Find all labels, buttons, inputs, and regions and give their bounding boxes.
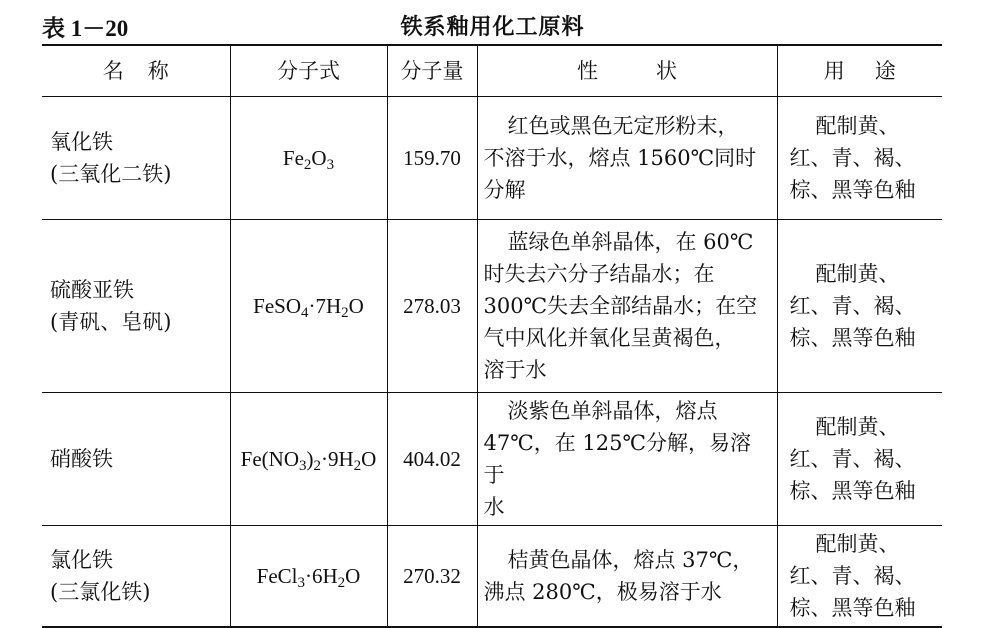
header-row: [42, 45, 942, 97]
formula-cell: $FeSO_4\cdot 7H_2O$: [230, 220, 387, 393]
material-name: 硫酸亚铁: [50, 278, 134, 302]
table-row: [42, 97, 942, 220]
material-name: 氧化铁: [50, 130, 113, 154]
material-name: 硝酸铁: [50, 447, 113, 471]
material-alias: (三氯化铁): [50, 580, 151, 604]
materials-table: [42, 44, 942, 628]
material-alias: (青矾、皂矾): [50, 310, 172, 334]
header-use: 用途: [777, 45, 942, 97]
table-row: [42, 526, 942, 628]
table-row: [42, 220, 942, 393]
material-alias: (三氧化二铁): [50, 162, 172, 186]
properties-cell: 蓝绿色单斜晶体，在 60℃ 时失去六分子结晶水；在 300℃失去全部结晶水；在空 气中风化并氧化呈黄褐色， 溶于水: [477, 220, 777, 393]
material-name: 氯化铁: [50, 548, 113, 572]
name-cell: [42, 393, 230, 526]
weight-cell: 404.02: [387, 393, 477, 526]
name-cell: [42, 526, 230, 628]
formula-cell: $FeCl_3\cdot 6H_2O$: [230, 526, 387, 628]
table-number: 表 1－20: [42, 16, 129, 41]
properties-cell: 桔黄色晶体，熔点 37℃， 沸点 280℃，极易溶于水: [477, 526, 777, 628]
use-cell: 配制黄、 红、青、褐、 棕、黑等色釉: [777, 220, 942, 393]
weight-cell: 278.03: [387, 220, 477, 393]
table-row: [42, 393, 942, 526]
header-formula: 分子式: [230, 45, 387, 97]
header-weight: 分子量: [387, 45, 477, 97]
weight-cell: 270.32: [387, 526, 477, 628]
formula-cell: $Fe_2O_3$: [230, 97, 387, 220]
weight-cell: 159.70: [387, 97, 477, 220]
table-title: 铁系釉用化工原料: [400, 15, 585, 40]
use-cell: 配制黄、 红、青、褐、 棕、黑等色釉: [777, 526, 942, 628]
use-cell: 配制黄、 红、青、褐、 棕、黑等色釉: [777, 393, 942, 526]
name-cell: [42, 220, 230, 393]
properties-cell: 淡紫色单斜晶体，熔点 47℃，在 125℃分解，易溶于 水: [477, 393, 777, 526]
properties-cell: 红色或黑色无定形粉末， 不溶于水，熔点 1560℃同时 分解: [477, 97, 777, 220]
name-cell: [42, 97, 230, 220]
header-name: 名称: [42, 45, 230, 97]
use-cell: 配制黄、 红、青、褐、 棕、黑等色釉: [777, 97, 942, 220]
formula-cell: $Fe(NO_3)_2\cdot 9H_2O$: [230, 393, 387, 526]
header-properties: 性状: [477, 45, 777, 97]
